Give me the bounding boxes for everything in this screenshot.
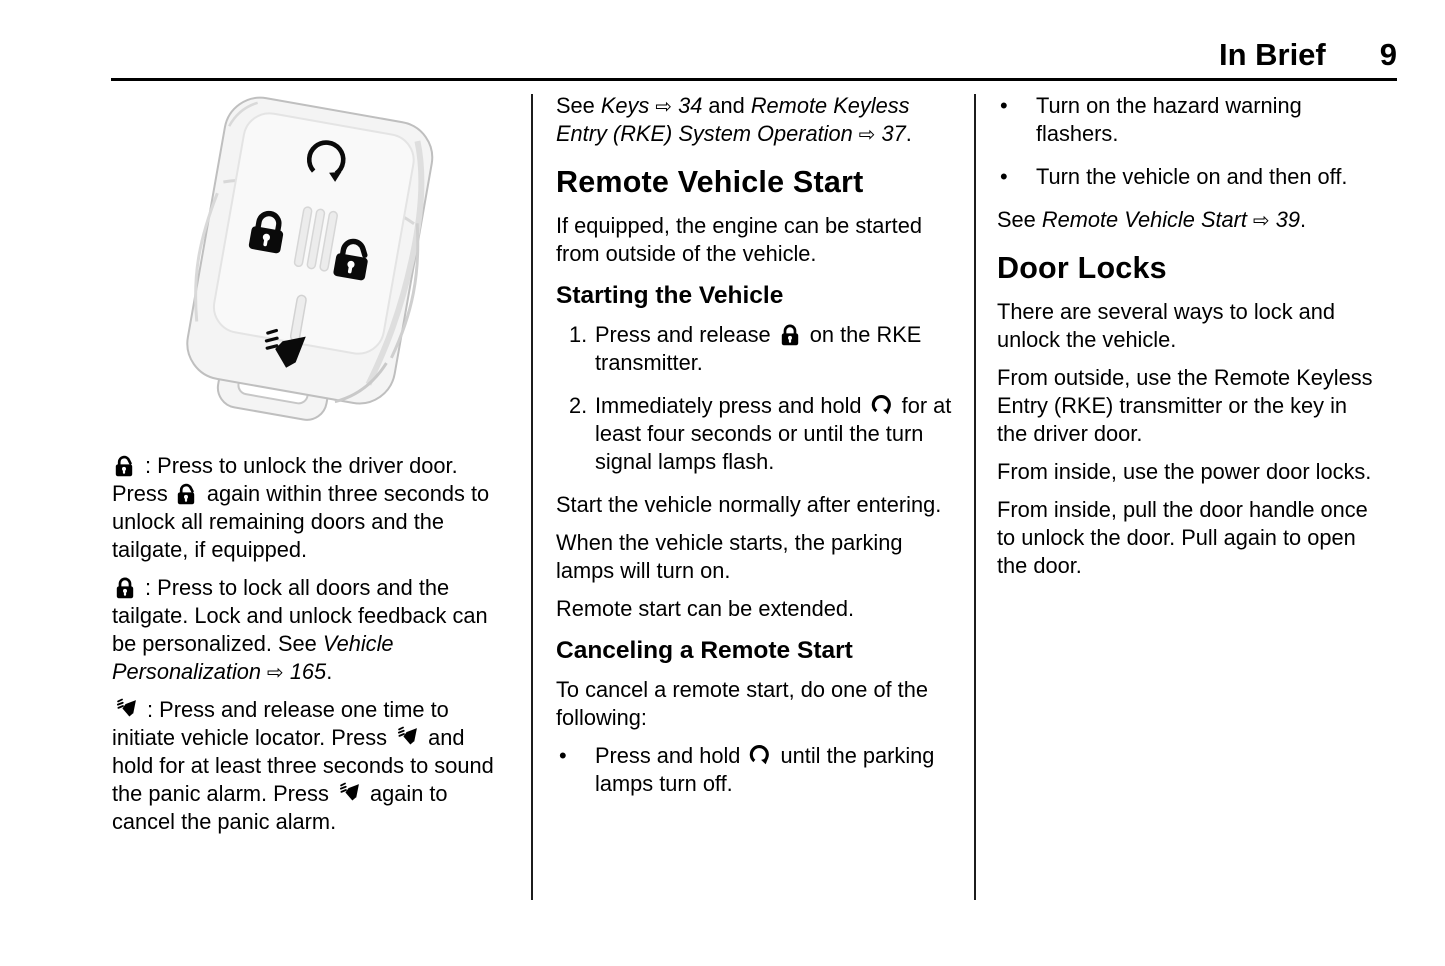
column-divider-2 [974,94,976,900]
page-ref-arrow-icon: ⇨ [655,94,673,118]
step-text-1: Immediately press and hold [595,393,868,418]
panic-icon [113,697,139,720]
paragraph-panic [112,696,506,836]
paragraph: From outside, use the Remote Keyless Entry (RKE) transmitter or the key in the driver door. [997,365,1373,446]
subheading-canceling-remote-start: Canceling a Remote Start [556,637,853,664]
paragraph: If equipped, the engine can be started from outside of the vehicle. [556,213,922,266]
ordered-step-2 [556,392,956,476]
paragraph-lock-text-2: . [326,659,333,684]
header-section-title: In Brief [1218,37,1326,72]
column-divider-1 [531,94,533,900]
header-page-number: 9 [1379,37,1397,72]
ordered-step-1 [556,321,956,377]
paragraph-lock-text-1: : Press to lock all doors and the tailgate. Lock and unlock feedback can be personalized. See [112,575,488,656]
bullet-text-1: Press and hold [595,743,747,768]
step-text [595,392,956,476]
column-left [112,88,506,846]
key-fob-illustration [112,90,506,428]
intro-text-2: and [702,93,751,118]
page-ref-arrow-icon: ⇨ [1253,208,1270,232]
paragraph: From inside, pull the door handle once to unlock the door. Pull again to open the door. [997,497,1368,578]
paragraph-panic-text-1: : Press and release one time to initiate vehicle locator. Press [112,697,449,750]
paragraph-see-reference [997,206,1382,234]
paragraph-see-references [556,92,956,148]
bullet-icon: • [1000,164,1008,189]
subheading-starting-the-vehicle: Starting the Vehicle [556,282,784,309]
step-text-1: Press and release [595,322,777,347]
column-right [997,92,1382,590]
lock-icon [113,576,137,599]
step-number: 1. [569,322,588,347]
paragraph-panic-text-2: and hold for at least three seconds to sound the panic alarm. Press [112,725,494,806]
paragraph: From inside, use the power door locks. [997,459,1372,484]
intro-text-3: . [905,121,912,146]
remote-start-icon [747,743,772,767]
paragraph-lock [112,574,506,686]
reference-page: 37 [881,121,906,146]
step-text [595,321,956,377]
reference-title: Vehicle Personalization [112,631,394,684]
step-text-2: on the RKE transmitter. [595,322,922,375]
reference-page: 34 [678,93,703,118]
heading-remote-vehicle-start: Remote Vehicle Start [556,165,864,199]
paragraph: Start the vehicle normally after entering. [556,492,942,517]
header-rule [111,78,1397,81]
reference-page: 39 [1275,207,1301,232]
bullet-text-2: until the parking lamps turn off. [595,743,935,796]
see-text-2: . [1300,207,1307,232]
panic-icon [336,781,362,804]
paragraph-unlock-text-1: : Press to unlock the driver door. Press [112,453,458,506]
reference-page: 165 [289,659,327,684]
bullet-text: Turn the vehicle on and then off. [1036,164,1348,189]
paragraph: Remote start can be extended. [556,596,855,621]
bullet-item [997,92,1382,148]
heading-door-locks: Door Locks [997,251,1167,285]
reference-title: Keys [600,93,650,118]
paragraph: To cancel a remote start, do one of the following: [556,677,928,730]
paragraph-unlock-text-2: again within three seconds to unlock all remaining doors and the tailgate, if equipped. [112,481,490,562]
paragraph: There are several ways to lock and unlock the vehicle. [997,299,1336,352]
page-ref-arrow-icon: ⇨ [858,122,876,146]
bullet-icon: • [1000,93,1008,118]
step-number: 2. [569,393,588,418]
panic-icon [394,725,420,748]
intro-text-1: See [556,93,601,118]
bullet-item [997,163,1382,191]
reference-title: Remote Keyless Entry (RKE) System Operation [556,93,910,146]
bullet-icon: • [559,743,567,768]
reference-title: Remote Vehicle Start [1041,207,1247,232]
bullet-text [595,742,956,798]
bullet-text: Turn on the hazard warning flashers. [1036,93,1302,146]
see-text-1: See [997,207,1042,232]
column-middle [556,92,956,813]
paragraph-panic-text-3: again to cancel the panic alarm. [112,781,448,834]
page-header [1219,38,1397,72]
lock-icon [778,323,802,346]
paragraph-unlock [112,452,506,564]
paragraph: When the vehicle starts, the parking lamps will turn on. [556,530,903,583]
unlock-icon [175,482,199,505]
step-text-2: for at least four seconds or until the turn signal lamps flash. [595,393,952,474]
remote-start-icon [869,393,894,417]
page-ref-arrow-icon: ⇨ [267,660,284,684]
unlock-icon [113,454,137,477]
bullet-item [556,742,956,798]
